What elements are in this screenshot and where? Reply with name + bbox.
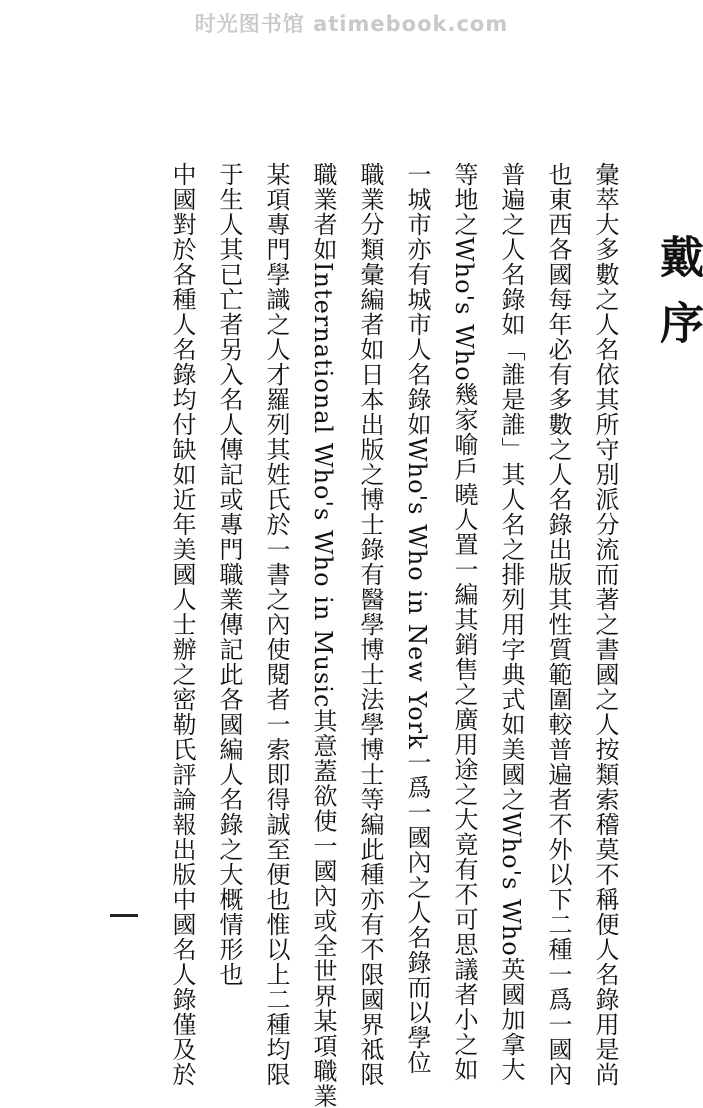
text-column-8: 某項專門學識之人才羅列其姓氏於一書之內使閱者一索即得誠至便也惟以上二種均限	[262, 162, 290, 1087]
text-column-7: 職業者如International Who's Who in Music其意蓋欲使一國內或全世界某項職業	[309, 162, 337, 1108]
text-column-4: 等地之Who's Who幾家喻戶曉人置一編其銷售之廣用途之大竟有不可思議者小之如	[450, 162, 478, 1082]
text-column-2: 也東西各國每年必有多數之人名錄出版其性質範圍較普遍者不外以下二種一爲一國內	[544, 162, 572, 1087]
page-title: 戴序	[652, 234, 703, 366]
page-number	[110, 914, 138, 917]
text-column-10: 中國對於各種人名錄均付缺如近年美國人士辦之密勒氏評論報出版中國名人錄僅及於	[168, 162, 196, 1087]
document-page	[110, 162, 703, 1108]
text-column-6: 職業分類彙編者如日本出版之博士錄有醫學博士法學博士等編此種亦有不限國界祗限	[356, 162, 384, 1087]
text-column-9: 于生人其已亡者另入名人傳記或專門職業傳記此各國編人名錄之大概情形也	[215, 162, 243, 987]
watermark-text: 时光图书馆 atimebook.com	[194, 12, 509, 36]
text-column-3: 普遍之人名錄如「誰是誰」其人名之排列用字典式如美國之Who's Who英國加拿大	[497, 162, 525, 1082]
text-column-1: 彙萃大多數之人名依其所守別派分流而著之書國之人按類索稽莫不稱便人名錄用是尚	[591, 162, 619, 1087]
text-column-5: 一城市亦有城市人名錄如Who's Who in New York一爲一國內之人名錄而以學位	[403, 162, 431, 1075]
